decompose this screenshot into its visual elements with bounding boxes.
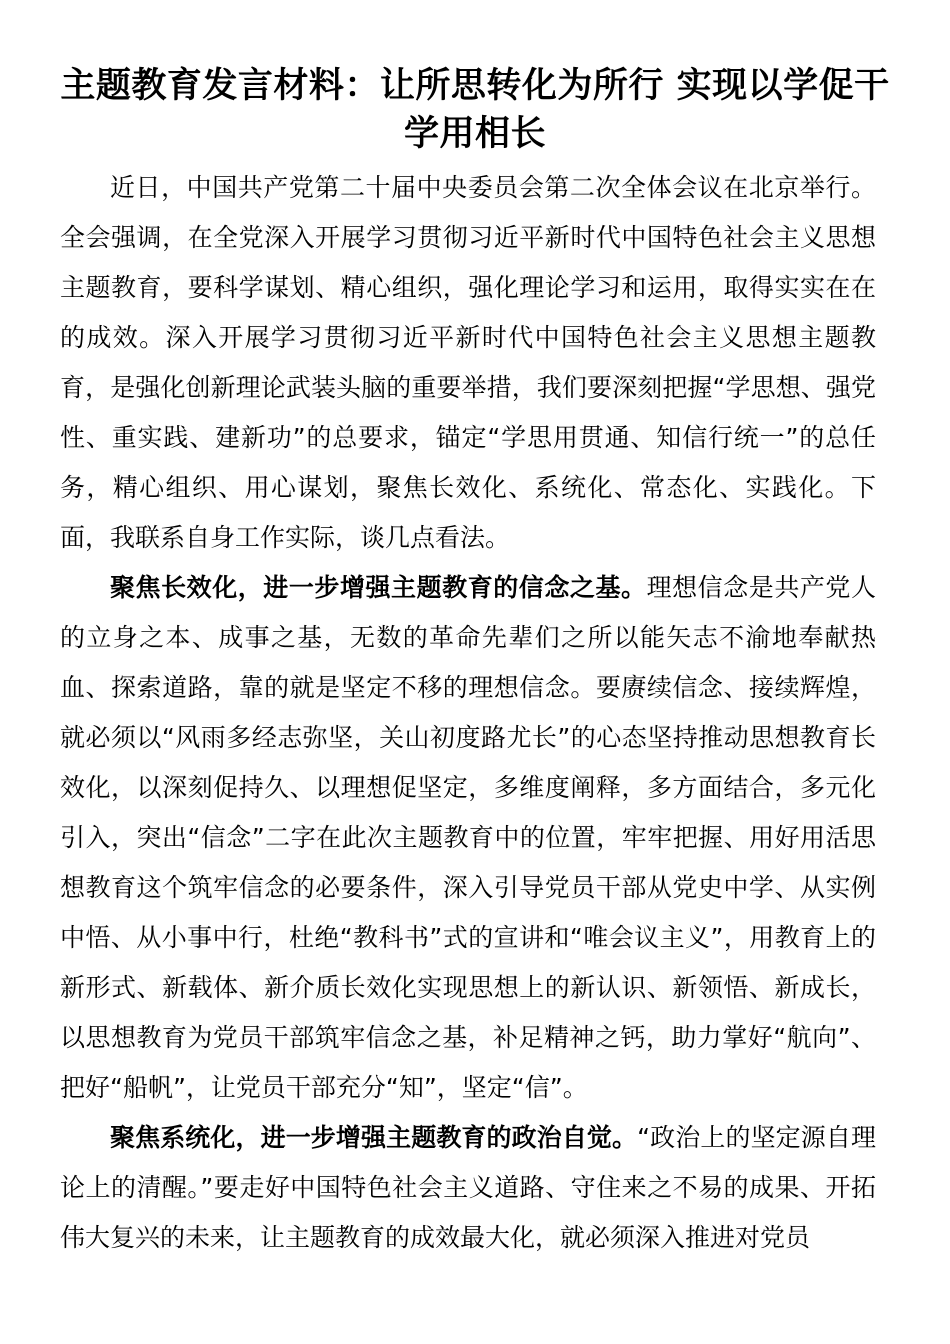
paragraph-long-term bbox=[60, 563, 876, 1113]
document-body bbox=[60, 163, 876, 1263]
paragraph-intro-text: 近日，中国共产党第二十届中央委员会第二次全体会议在北京举行。全会强调，在全党深入开展学习贯彻习近平新时代中国特色社会主义思想主题教育，要科学谋划、精心组织，强化理论学习和运用，取得实实在在的成效。深入开展学习贯彻习近平新时代中国特色社会主义思想主题教育，是强化创新理论武装头脑的重要举措，我们要深刻把握“学思想、强党性、重实践、建新功”的总要求，锚定“学思用贯通、知信行统一”的总任务，精心组织、用心谋划，聚焦长效化、系统化、常态化、实践化。下面，我联系自身工作实际，谈几点看法。 bbox=[60, 173, 876, 552]
document-title: 主题教育发言材料：让所思转化为所行 实现以学促干学用相长 bbox=[60, 65, 890, 154]
paragraph-systematic bbox=[60, 1113, 876, 1263]
paragraph-systematic-heading: 聚焦系统化，进一步增强主题教育的政治自觉。 bbox=[110, 1123, 638, 1152]
paragraph-systematic-text: “政治上的坚定源自理论上的清醒。”要走好中国特色社会主义道路、守住来之不易的成果、开拓伟大复兴的未来，让主题教育的成效最大化，就必须深入推进对党员 bbox=[60, 1123, 876, 1252]
paragraph-intro bbox=[60, 163, 876, 563]
paragraph-long-term-text: 理想信念是共产党人的立身之本、成事之基，无数的革命先辈们之所以能矢志不渝地奉献热血、探索道路，靠的就是坚定不移的理想信念。要赓续信念、接续辉煌，就必须以“风雨多经志弥坚，关山初度路尤长”的心态坚持推动思想教育长效化，以深刻促持久、以理想促坚定，多维度阐释，多方面结合，多元化引入，突出“信念”二字在此次主题教育中的位置，牢牢把握、用好用活思想教育这个筑牢信念的必要条件，深入引导党员干部从党史中学、从实例中悟、从小事中行，杜绝“教科书”式的宣讲和“唯会议主义”，用教育上的新形式、新载体、新介质长效化实现思想上的新认识、新领悟、新成长，以思想教育为党员干部筑牢信念之基，补足精神之钙，助力掌好“航向”、把好“船帆”，让党员干部充分“知”，坚定“信”。 bbox=[60, 573, 876, 1102]
paragraph-long-term-heading: 聚焦长效化，进一步增强主题教育的信念之基。 bbox=[110, 573, 647, 602]
